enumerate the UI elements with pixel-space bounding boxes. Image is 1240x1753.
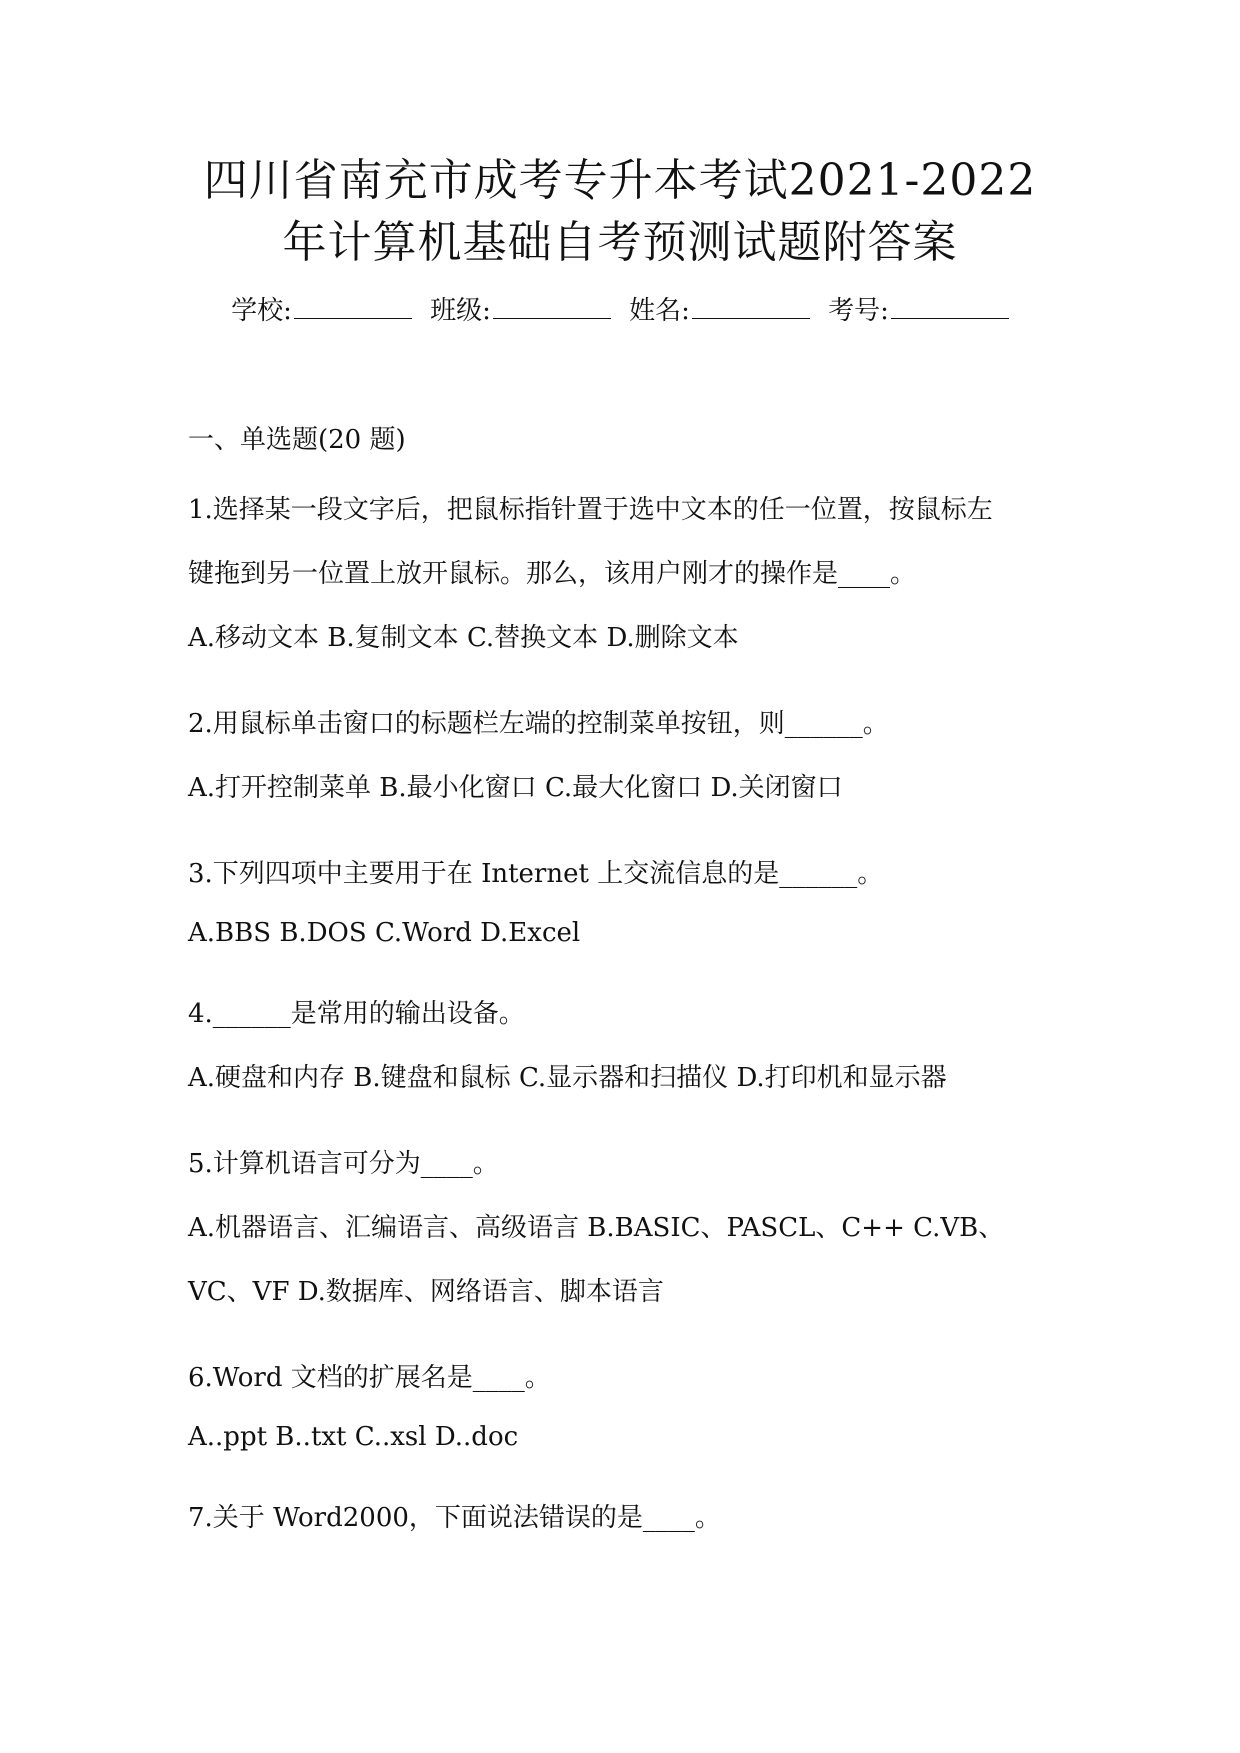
info-exam-number-blank (891, 296, 1009, 319)
info-class-blank (493, 296, 611, 319)
info-school-label: 学校: (231, 296, 292, 326)
question-stem: 7.关于 Word2000，下面说法错误的是____。 (188, 1503, 721, 1533)
question-stem: 3.下列四项中主要用于在 Internet 上交流信息的是______。 (188, 859, 884, 889)
info-name-blank (692, 296, 810, 319)
document-title (0, 150, 1240, 274)
question-stem: 键拖到另一位置上放开鼠标。那么，该用户刚才的操作是____。 (188, 559, 917, 589)
info-class-label: 班级: (430, 296, 491, 326)
question-stem: 5.计算机语言可分为____。 (188, 1149, 499, 1179)
title-line-2: 年计算机基础自考预测试题附答案 (282, 217, 958, 268)
question-6 (188, 1346, 1068, 1464)
question-5 (188, 1132, 1068, 1324)
question-options: VC、VF D.数据库、网络语言、脚本语言 (188, 1277, 664, 1307)
title-line-1: 四川省南充市成考专升本考试2021-2022 (203, 155, 1037, 206)
info-exam-number (828, 296, 1009, 326)
question-2 (188, 692, 1068, 820)
question-options: A.移动文本 B.复制文本 C.替换文本 D.删除文本 (188, 623, 739, 653)
question-stem: 1.选择某一段文字后，把鼠标指针置于选中文本的任一位置，按鼠标左 (188, 495, 993, 525)
question-7 (188, 1486, 1068, 1550)
question-options: A.硬盘和内存 B.键盘和鼠标 C.显示器和扫描仪 D.打印机和显示器 (188, 1063, 947, 1093)
info-class (430, 296, 619, 326)
section-heading: 一、单选题(20 题) (188, 425, 406, 455)
info-school-blank (294, 296, 412, 319)
info-school (231, 296, 420, 326)
question-3 (188, 842, 1068, 960)
student-info-row (0, 290, 1240, 327)
info-name-label: 姓名: (629, 296, 690, 326)
question-4 (188, 982, 1068, 1110)
question-options: A.机器语言、汇编语言、高级语言 B.BASIC、PASCL、C++ C.VB、 (188, 1213, 1005, 1243)
question-stem: 4.______是常用的输出设备。 (188, 999, 525, 1029)
question-options: A.BBS B.DOS C.Word D.Excel (188, 918, 581, 948)
question-content (188, 420, 1068, 1572)
question-stem: 6.Word 文档的扩展名是____。 (188, 1363, 551, 1393)
question-options: A.打开控制菜单 B.最小化窗口 C.最大化窗口 D.关闭窗口 (188, 773, 843, 803)
question-1 (188, 478, 1068, 670)
info-exam-number-label: 考号: (828, 296, 889, 326)
question-stem: 2.用鼠标单击窗口的标题栏左端的控制菜单按钮，则______。 (188, 709, 889, 739)
info-name (629, 296, 818, 326)
question-options: A..ppt B..txt C..xsl D..doc (188, 1422, 519, 1452)
